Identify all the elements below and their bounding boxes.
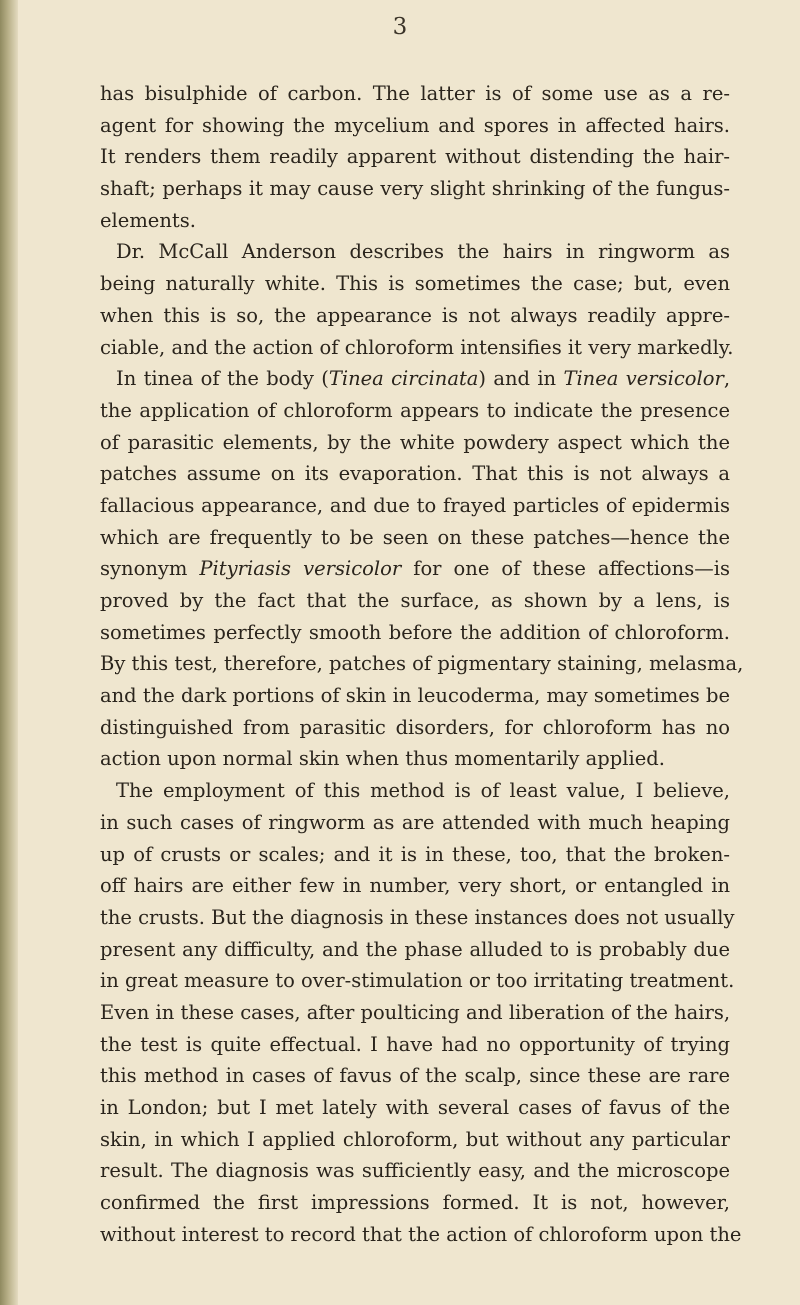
text-run: in London; but I met lately with several cases of favus of the (100, 1096, 730, 1119)
text-line (100, 1187, 730, 1219)
text-line (100, 1155, 730, 1187)
text-line (100, 110, 730, 142)
text-line (100, 712, 730, 744)
text-line (100, 1092, 730, 1124)
text-run: The employment of this method is of least value, I believe, (116, 779, 730, 803)
text-run: In tinea of the body ( (116, 367, 329, 391)
text-run: of parasitic elements, by the white powdery aspect which the (100, 430, 730, 454)
text-line (100, 997, 730, 1029)
text-line (100, 268, 730, 300)
text-run: in great measure to over-stimulation or too irritating treatment. (100, 969, 735, 993)
text-run: the test is quite effectual. I have had no opportunity of trying (100, 1032, 730, 1056)
text-line (100, 553, 730, 585)
italic-term: Pityriasis versicolor (199, 557, 402, 581)
text-run: when this is so, the appearance is not always readily appre- (100, 303, 730, 327)
text-line (100, 427, 730, 459)
text-line (100, 1219, 742, 1251)
paragraph-first-line (100, 363, 730, 395)
text-line (100, 965, 735, 997)
page-number: 3 (392, 14, 408, 40)
text-run: agent for showing the mycelium and spores in affected hairs. (100, 113, 730, 137)
italic-term: Tinea versicolor (563, 367, 724, 391)
text-line (100, 205, 730, 237)
text-run: elements. (100, 208, 196, 232)
text-line (100, 648, 744, 680)
text-run: ) and in (478, 367, 564, 391)
text-run: which are frequently to be seen on these patches—hence the (100, 525, 730, 549)
paragraph-first-line (100, 236, 730, 268)
text-run: ciable, and the action of chloroform intensifies it very markedly. (100, 335, 734, 359)
text-line (100, 173, 730, 205)
text-run: shaft; perhaps it may cause very slight shrinking of the fungus- (100, 177, 730, 201)
text-line (100, 839, 730, 871)
text-run: , (723, 367, 731, 391)
text-run: off hairs are either few in number, very short, or entangled in (100, 874, 730, 898)
text-line (100, 585, 730, 617)
page-binding-edge (0, 0, 18, 1305)
text-run: and the dark portions of skin in leucoderma, may sometimes be (100, 684, 730, 708)
text-run: synonym (100, 557, 200, 581)
italic-term: Tinea circinata (328, 367, 479, 391)
text-line (100, 680, 730, 712)
text-run: being naturally white. This is sometimes the case; but, even (100, 272, 730, 296)
text-line (100, 870, 730, 902)
text-run: the application of chloroform appears to indicate the presence (100, 398, 730, 422)
text-line (100, 617, 730, 649)
text-line (100, 1060, 730, 1092)
text-run: patches assume on its evaporation. That this is not always a (100, 462, 730, 486)
text-run: present any difficulty, and the phase alluded to is probably due (100, 937, 730, 961)
text-line (100, 1124, 730, 1156)
text-run: the crusts. But the diagnosis in these instances does not usually (100, 905, 735, 929)
text-line (100, 141, 730, 173)
text-run: skin, in which I applied chloroform, but without any particular (100, 1127, 730, 1151)
text-run: result. The diagnosis was sufficiently easy, and the microscope (100, 1159, 730, 1183)
text-line (100, 458, 730, 490)
text-run: has bisulphide of carbon. The latter is of some use as a re- (100, 82, 730, 105)
text-line (100, 807, 730, 839)
text-line (100, 490, 730, 522)
paragraph-first-line (100, 78, 730, 110)
text-line (100, 1029, 730, 1061)
text-run: sometimes perfectly smooth before the addition of chloroform. (100, 620, 730, 644)
text-run: proved by the fact that the surface, as shown by a lens, is (100, 589, 730, 612)
text-line (100, 902, 735, 934)
text-run: without interest to record that the action of chloroform upon the (100, 1222, 742, 1246)
text-run: Dr. McCall Anderson describes the hairs in ringworm as (116, 240, 730, 264)
text-run: By this test, therefore, patches of pigmentary staining, melasma, (100, 652, 744, 676)
text-line (100, 522, 730, 554)
text-line (100, 743, 730, 775)
text-run: up of crusts or scales; and it is in these, too, that the broken- (100, 842, 730, 866)
text-run: in such cases of ringworm as are attended with much heaping (100, 810, 730, 834)
body-text (100, 78, 744, 1250)
text-run: this method in cases of favus of the scalp, since these are rare (100, 1064, 730, 1088)
text-run: It renders them readily apparent without distending the hair- (100, 145, 730, 169)
text-line (100, 332, 734, 364)
text-run: confirmed the first impressions formed. It is not, however, (100, 1191, 730, 1215)
text-run: distinguished from parasitic disorders, for chloroform has no (100, 715, 730, 739)
text-run: for one of these affections—is (401, 557, 730, 581)
text-line (100, 300, 730, 332)
text-run: action upon normal skin when thus momentarily applied. (100, 747, 665, 771)
text-line (100, 934, 730, 966)
text-run: fallacious appearance, and due to frayed particles of epidermis (100, 493, 730, 517)
text-line (100, 395, 730, 427)
text-run: Even in these cases, after poulticing and liberation of the hairs, (100, 1000, 731, 1024)
paragraph-first-line (100, 775, 730, 807)
